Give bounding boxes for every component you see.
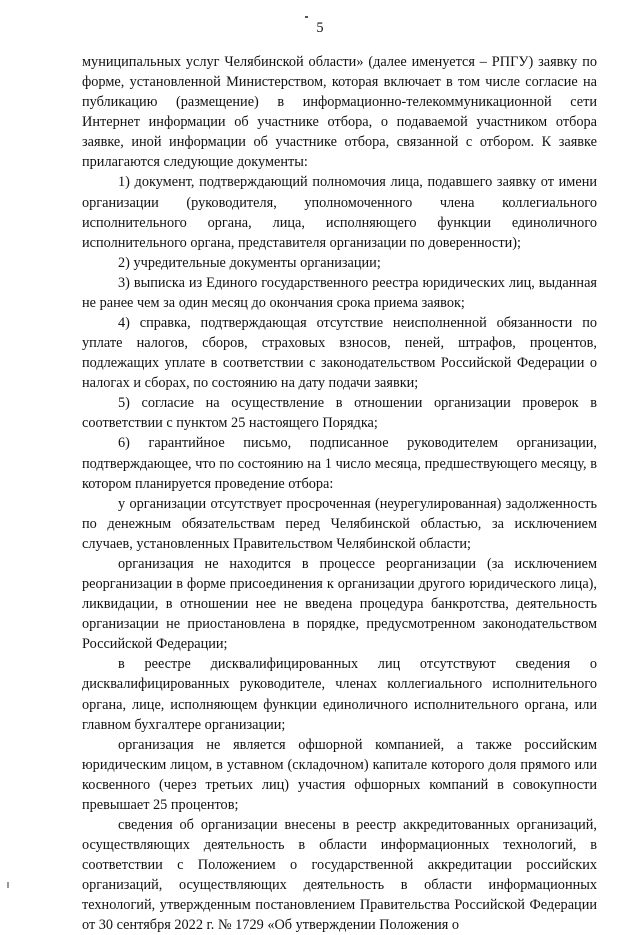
paragraph-continuation: муниципальных услуг Челябинской области» (далее именуется – РПГУ) заявку по форме, установленной Министерством, которая включает в том числе согласие на публикацию (размещение) в информационно-телекоммуникационной сети Интернет информации об участнике отбора, о подаваемой участником отбора заявке, иной информации об участнике отбора, связанной с отбором. К заявке прилагаются следующие документы:	[82, 54, 597, 171]
list-item-2: 2) учредительные документы организации;	[118, 254, 381, 271]
document-body	[82, 52, 597, 935]
list-item-1: 1) документ, подтверждающий полномочия лица, подавшего заявку от имени организации (руководителя, уполномоченного члена коллегиального исполнительного органа, лица, исполняющего функции единоличного исполнительного органа, представителя организации по доверенности);	[82, 174, 597, 251]
page-number: 5	[316, 20, 324, 36]
list-item-4: 4) справка, подтверждающая отсутствие неисполненной обязанности по уплате налогов, сборов, страховых взносов, пеней, штрафов, процентов, подлежащих уплате в соответствии с законодательством Российской Федерации о налогах и сборах, по состоянию на дату подачи заявки;	[82, 315, 597, 392]
guarantee-clause-reorganization: организация не находится в процессе реорганизации (за исключением реорганизации в форме присоединения к организации другого юридического лица), ликвидации, в отношении нее не введена процедура банкротства, деятельность организации не приостановлена в порядке, предусмотренном законодательством Российской Федерации;	[82, 555, 597, 653]
guarantee-clause-offshore: организация не является офшорной компанией, а также российским юридическим лицом, в уставном (складочном) капитале которого доля прямого или косвенного (через третьих лиц) участия офшорных компаний в совокупности превышает 25 процентов;	[82, 736, 597, 813]
scan-speck	[305, 16, 308, 18]
scan-edge-mark	[7, 882, 9, 888]
guarantee-clause-debt: у организации отсутствует просроченная (неурегулированная) задолженность по денежным обязательствам перед Челябинской областью, за исключением случаев, установленных Правительством Челябинской области;	[82, 495, 597, 552]
list-item-3: 3) выписка из Единого государственного реестра юридических лиц, выданная не ранее чем за один месяц до окончания срока приема заявок;	[82, 274, 597, 311]
list-item-5: 5) согласие на осуществление в отношении организации проверок в соответствии с пунктом 25 настоящего Порядка;	[82, 395, 597, 432]
guarantee-clause-disqualified: в реестре дисквалифицированных лиц отсутствуют сведения о дисквалифицированных руководителе, членах коллегиального исполнительного органа, лице, исполняющем функции единоличного исполнительного органа, или главном бухгалтере организации;	[82, 656, 597, 733]
guarantee-clause-accreditation: сведения об организации внесены в реестр аккредитованных организаций, осуществляющих деятельность в области информационных технологий, в соответствии с Положением о государственной аккредитации российских организаций, осуществляющих деятельность в области информационных технологий, утвержденным постановлением Правительства Российской Федерации от 30 сентября 2022 г. № 1729 «Об утверждении Положения о	[82, 816, 597, 934]
list-item-6: 6) гарантийное письмо, подписанное руководителем организации, подтверждающее, что по состоянию на 1 число месяца, предшествующего месяцу, в котором планируется проведение отбора:	[82, 435, 597, 492]
